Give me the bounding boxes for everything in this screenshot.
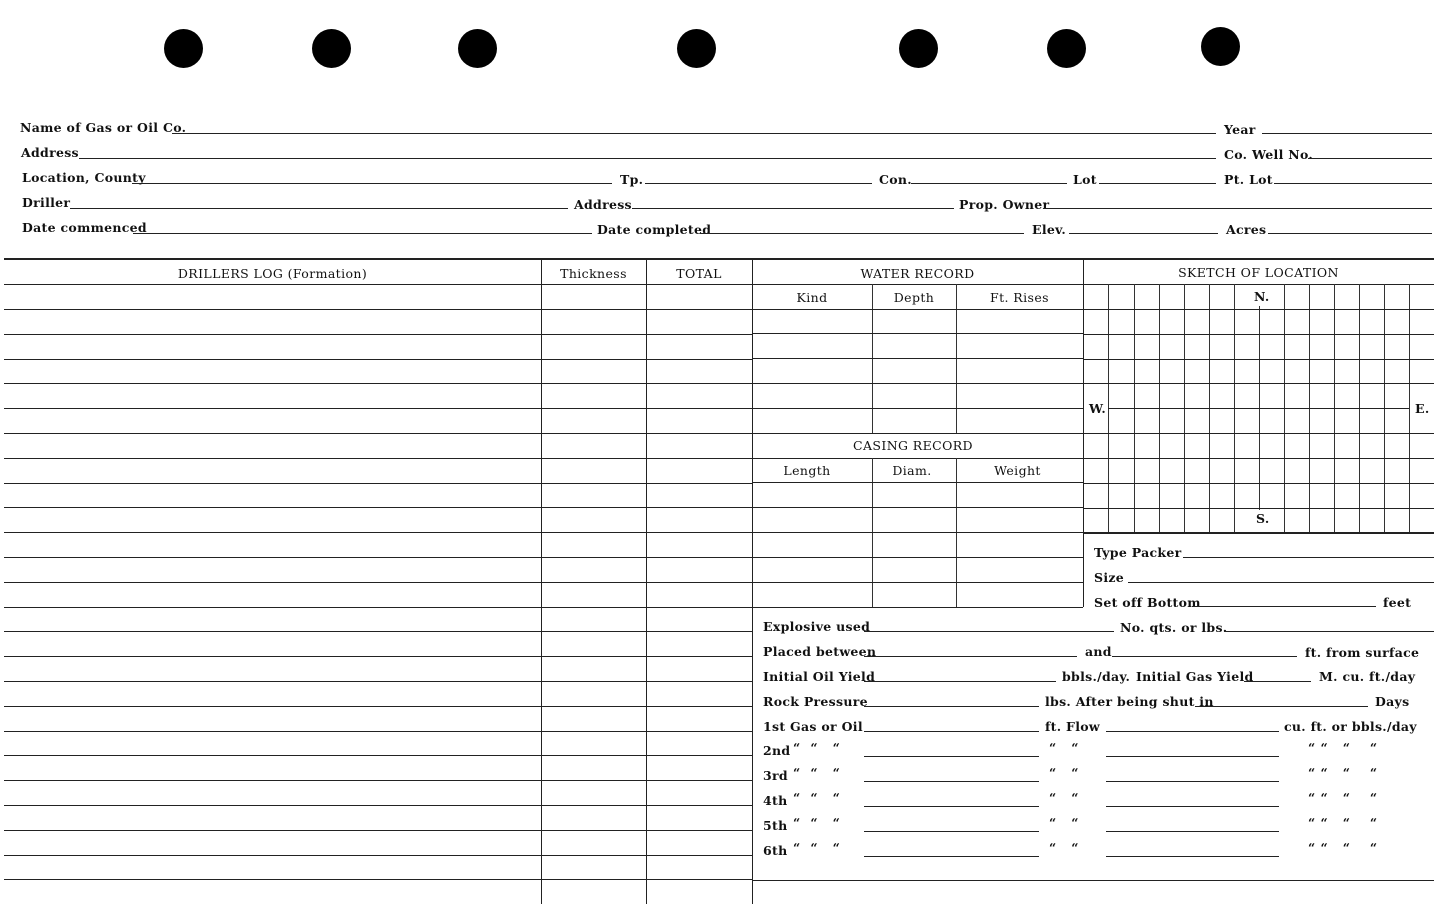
grid-header-rule [4, 284, 1434, 285]
log-row[interactable] [4, 507, 752, 508]
log-row[interactable] [4, 855, 752, 856]
lot-field[interactable] [1099, 183, 1216, 184]
punch-hole [1201, 27, 1240, 66]
lbs-after-label: lbs. After being shut in [1045, 694, 1214, 709]
set-off-bottom-field[interactable] [1192, 606, 1376, 607]
sketch-grid-line [1083, 458, 1434, 459]
ditto-marks: “ “ “ “ [1308, 765, 1378, 780]
set-off-bottom-label: Set off Bottom [1094, 595, 1201, 610]
casing-record-header: CASING RECORD [853, 438, 973, 453]
ditto-marks: “ “ “ [793, 815, 841, 830]
ordinal-depth-field[interactable] [864, 806, 1039, 807]
ditto-marks: “ “ “ [793, 740, 841, 755]
ordinal-flow-field[interactable] [1106, 806, 1279, 807]
year-field[interactable] [1262, 133, 1432, 134]
sketch-grid-line [1083, 359, 1434, 360]
log-row[interactable] [4, 483, 752, 484]
placed-and-field[interactable] [1112, 656, 1297, 657]
ft-from-surface-label: ft. from surface [1305, 645, 1420, 660]
driller-address-field[interactable] [632, 208, 954, 209]
casing-row [752, 582, 1083, 583]
m-cu-ft-day-label: M. cu. ft./day [1319, 669, 1416, 684]
ditto-marks: “ “ [1049, 790, 1079, 805]
company-field[interactable] [172, 133, 1216, 134]
driller-label: Driller [22, 195, 71, 210]
thickness-header: Thickness [560, 266, 627, 281]
log-row[interactable] [4, 631, 752, 632]
sketch-grid-line [1409, 284, 1410, 532]
date-completed-label: Date completed [597, 222, 712, 237]
sketch-north-label: N. [1254, 289, 1270, 304]
log-row[interactable] [4, 334, 752, 335]
feet-label: feet [1383, 595, 1412, 610]
water-record-header: WATER RECORD [860, 266, 975, 281]
casing-subheader-rule [752, 482, 1083, 483]
pt-lot-field[interactable] [1274, 183, 1432, 184]
placed-between-label: Placed between [763, 644, 877, 659]
log-row[interactable] [4, 879, 752, 880]
ditto-marks: “ “ [1049, 765, 1079, 780]
first-gas-label: 1st Gas or Oil [763, 719, 863, 734]
sketch-west-label: W. [1089, 401, 1107, 416]
casing-row [752, 532, 1083, 533]
ditto-marks: “ “ “ [793, 840, 841, 855]
ordinal-label: 5th [763, 818, 788, 833]
log-row[interactable] [4, 607, 752, 608]
log-row[interactable] [4, 681, 752, 682]
elev-label: Elev. [1032, 222, 1067, 237]
ordinal-flow-field[interactable] [1106, 831, 1279, 832]
sketch-grid-line [1083, 483, 1434, 484]
lot-label: Lot [1073, 172, 1097, 187]
ordinal-depth-field[interactable] [864, 831, 1039, 832]
ordinal-label: 2nd [763, 743, 791, 758]
first-gas-flow-field[interactable] [1106, 731, 1279, 732]
log-row[interactable] [4, 830, 752, 831]
sketch-grid-line [1083, 334, 1434, 335]
co-well-label: Co. Well No. [1224, 147, 1314, 162]
location-label: Location, County [22, 170, 146, 185]
no-qts-label: No. qts. or lbs. [1120, 620, 1228, 635]
shot-record-bottom-rule [752, 880, 1434, 881]
first-gas-depth-field[interactable] [864, 731, 1039, 732]
water-depth-header: Depth [893, 290, 935, 305]
ditto-marks: “ “ “ [793, 765, 841, 780]
cu-ft-or-bbls-label: cu. ft. or bbls./day [1284, 719, 1417, 734]
driller-field[interactable] [70, 208, 568, 209]
sketch-header: SKETCH OF LOCATION [1178, 265, 1339, 280]
sketch-south-label: S. [1256, 511, 1270, 526]
water-subheader-rule [752, 309, 1083, 310]
date-commenced-field[interactable] [133, 233, 592, 234]
ordinal-label: 6th [763, 843, 788, 858]
casing-title-rule [752, 458, 1083, 459]
ditto-marks: “ “ [1049, 840, 1079, 855]
sketch-grid-line [1083, 383, 1434, 384]
casing-row [752, 557, 1083, 558]
initial-gas-yield-field[interactable] [1244, 681, 1311, 682]
elev-field[interactable] [1069, 233, 1218, 234]
punch-hole [458, 29, 497, 68]
ditto-marks: “ “ “ “ [1308, 815, 1378, 830]
prop-owner-field[interactable] [1043, 208, 1432, 209]
size-label: Size [1094, 570, 1125, 585]
driller-address-label: Address [574, 197, 632, 212]
initial-gas-yield-label: Initial Gas Yield [1136, 669, 1254, 684]
ordinal-depth-field[interactable] [864, 781, 1039, 782]
punch-hole [312, 29, 351, 68]
log-row[interactable] [4, 582, 752, 583]
explosive-used-label: Explosive used [763, 619, 871, 634]
water-row [752, 408, 1083, 409]
date-completed-field[interactable] [700, 233, 1024, 234]
ditto-marks: “ “ “ “ [1308, 740, 1378, 755]
punch-hole [677, 29, 716, 68]
con-field[interactable] [911, 183, 1067, 184]
ft-flow-label: ft. Flow [1045, 719, 1100, 734]
casing-bottom-rule [752, 607, 1083, 608]
size-field[interactable] [1128, 582, 1434, 583]
punch-hole [164, 29, 203, 68]
col-divider [646, 258, 647, 904]
prop-owner-label: Prop. Owner [959, 197, 1050, 212]
ordinal-depth-field[interactable] [864, 856, 1039, 857]
water-ft-rises-header: Ft. Rises [990, 290, 1049, 305]
log-row[interactable] [4, 780, 752, 781]
sketch-bottom-rule [1083, 532, 1434, 534]
date-commenced-label: Date commenced [22, 220, 147, 235]
explosive-used-field[interactable] [864, 631, 1114, 632]
ordinal-flow-field[interactable] [1106, 781, 1279, 782]
address-field[interactable] [79, 158, 1216, 159]
ditto-marks: “ “ “ [793, 790, 841, 805]
ditto-marks: “ “ “ “ [1308, 840, 1378, 855]
ordinal-flow-field[interactable] [1106, 756, 1279, 757]
log-row[interactable] [4, 706, 752, 707]
water-row [752, 433, 1083, 434]
log-row[interactable] [4, 359, 752, 360]
rock-pressure-label: Rock Pressure [763, 694, 868, 709]
grid-top-rule [4, 258, 1434, 260]
water-kind-header: Kind [796, 290, 828, 305]
ordinal-label: 3rd [763, 768, 788, 783]
total-header: TOTAL [676, 266, 722, 281]
col-divider [752, 258, 753, 904]
sketch-grid-line [1083, 508, 1434, 509]
days-label: Days [1375, 694, 1410, 709]
log-row[interactable] [4, 408, 752, 409]
bbls-day-label: bbls./day. [1062, 669, 1131, 684]
punch-hole [899, 29, 938, 68]
log-row[interactable] [4, 532, 752, 533]
tp-label: Tp. [620, 172, 644, 187]
pt-lot-label: Pt. Lot [1224, 172, 1273, 187]
sketch-grid-line [1083, 433, 1434, 434]
tp-field[interactable] [645, 183, 872, 184]
drillers-log-header: DRILLERS LOG (Formation) [177, 266, 368, 281]
year-label: Year [1224, 122, 1256, 137]
shut-in-field[interactable] [1195, 706, 1368, 707]
log-row[interactable] [4, 433, 752, 434]
log-row[interactable] [4, 755, 752, 756]
sketch-grid-line [1083, 309, 1434, 310]
sketch-east-label: E. [1415, 401, 1430, 416]
log-row[interactable] [4, 656, 752, 657]
placed-between-field[interactable] [864, 656, 1077, 657]
acres-label: Acres [1226, 222, 1267, 237]
casing-length-header: Length [783, 463, 831, 478]
sketch-ew-axis [1108, 408, 1409, 409]
ditto-marks: “ “ “ “ [1308, 790, 1378, 805]
location-field[interactable] [132, 183, 612, 184]
water-row [752, 333, 1083, 334]
address-label: Address [21, 145, 79, 160]
co-well-field[interactable] [1308, 158, 1432, 159]
log-row[interactable] [4, 557, 752, 558]
casing-diam-header: Diam. [892, 463, 932, 478]
con-label: Con. [879, 172, 912, 187]
log-row[interactable] [4, 458, 752, 459]
initial-oil-yield-field[interactable] [864, 681, 1056, 682]
ditto-marks: “ “ [1049, 815, 1079, 830]
and-label: and [1085, 644, 1112, 659]
ordinal-label: 4th [763, 793, 788, 808]
log-row[interactable] [4, 383, 752, 384]
company-label: Name of Gas or Oil Co. [20, 120, 187, 135]
type-packer-field[interactable] [1183, 557, 1434, 558]
type-packer-label: Type Packer [1094, 545, 1182, 560]
log-row[interactable] [4, 309, 752, 310]
log-row[interactable] [4, 731, 752, 732]
no-qts-field[interactable] [1224, 631, 1434, 632]
ordinal-flow-field[interactable] [1106, 856, 1279, 857]
water-row [752, 358, 1083, 359]
initial-oil-yield-label: Initial Oil Yield [763, 669, 876, 684]
casing-weight-header: Weight [994, 463, 1041, 478]
punch-hole [1047, 29, 1086, 68]
ordinal-depth-field[interactable] [864, 756, 1039, 757]
water-row [752, 383, 1083, 384]
acres-field[interactable] [1268, 233, 1432, 234]
rock-pressure-field[interactable] [864, 706, 1039, 707]
casing-row [752, 507, 1083, 508]
log-row[interactable] [4, 805, 752, 806]
ditto-marks: “ “ [1049, 740, 1079, 755]
col-divider [541, 258, 542, 904]
